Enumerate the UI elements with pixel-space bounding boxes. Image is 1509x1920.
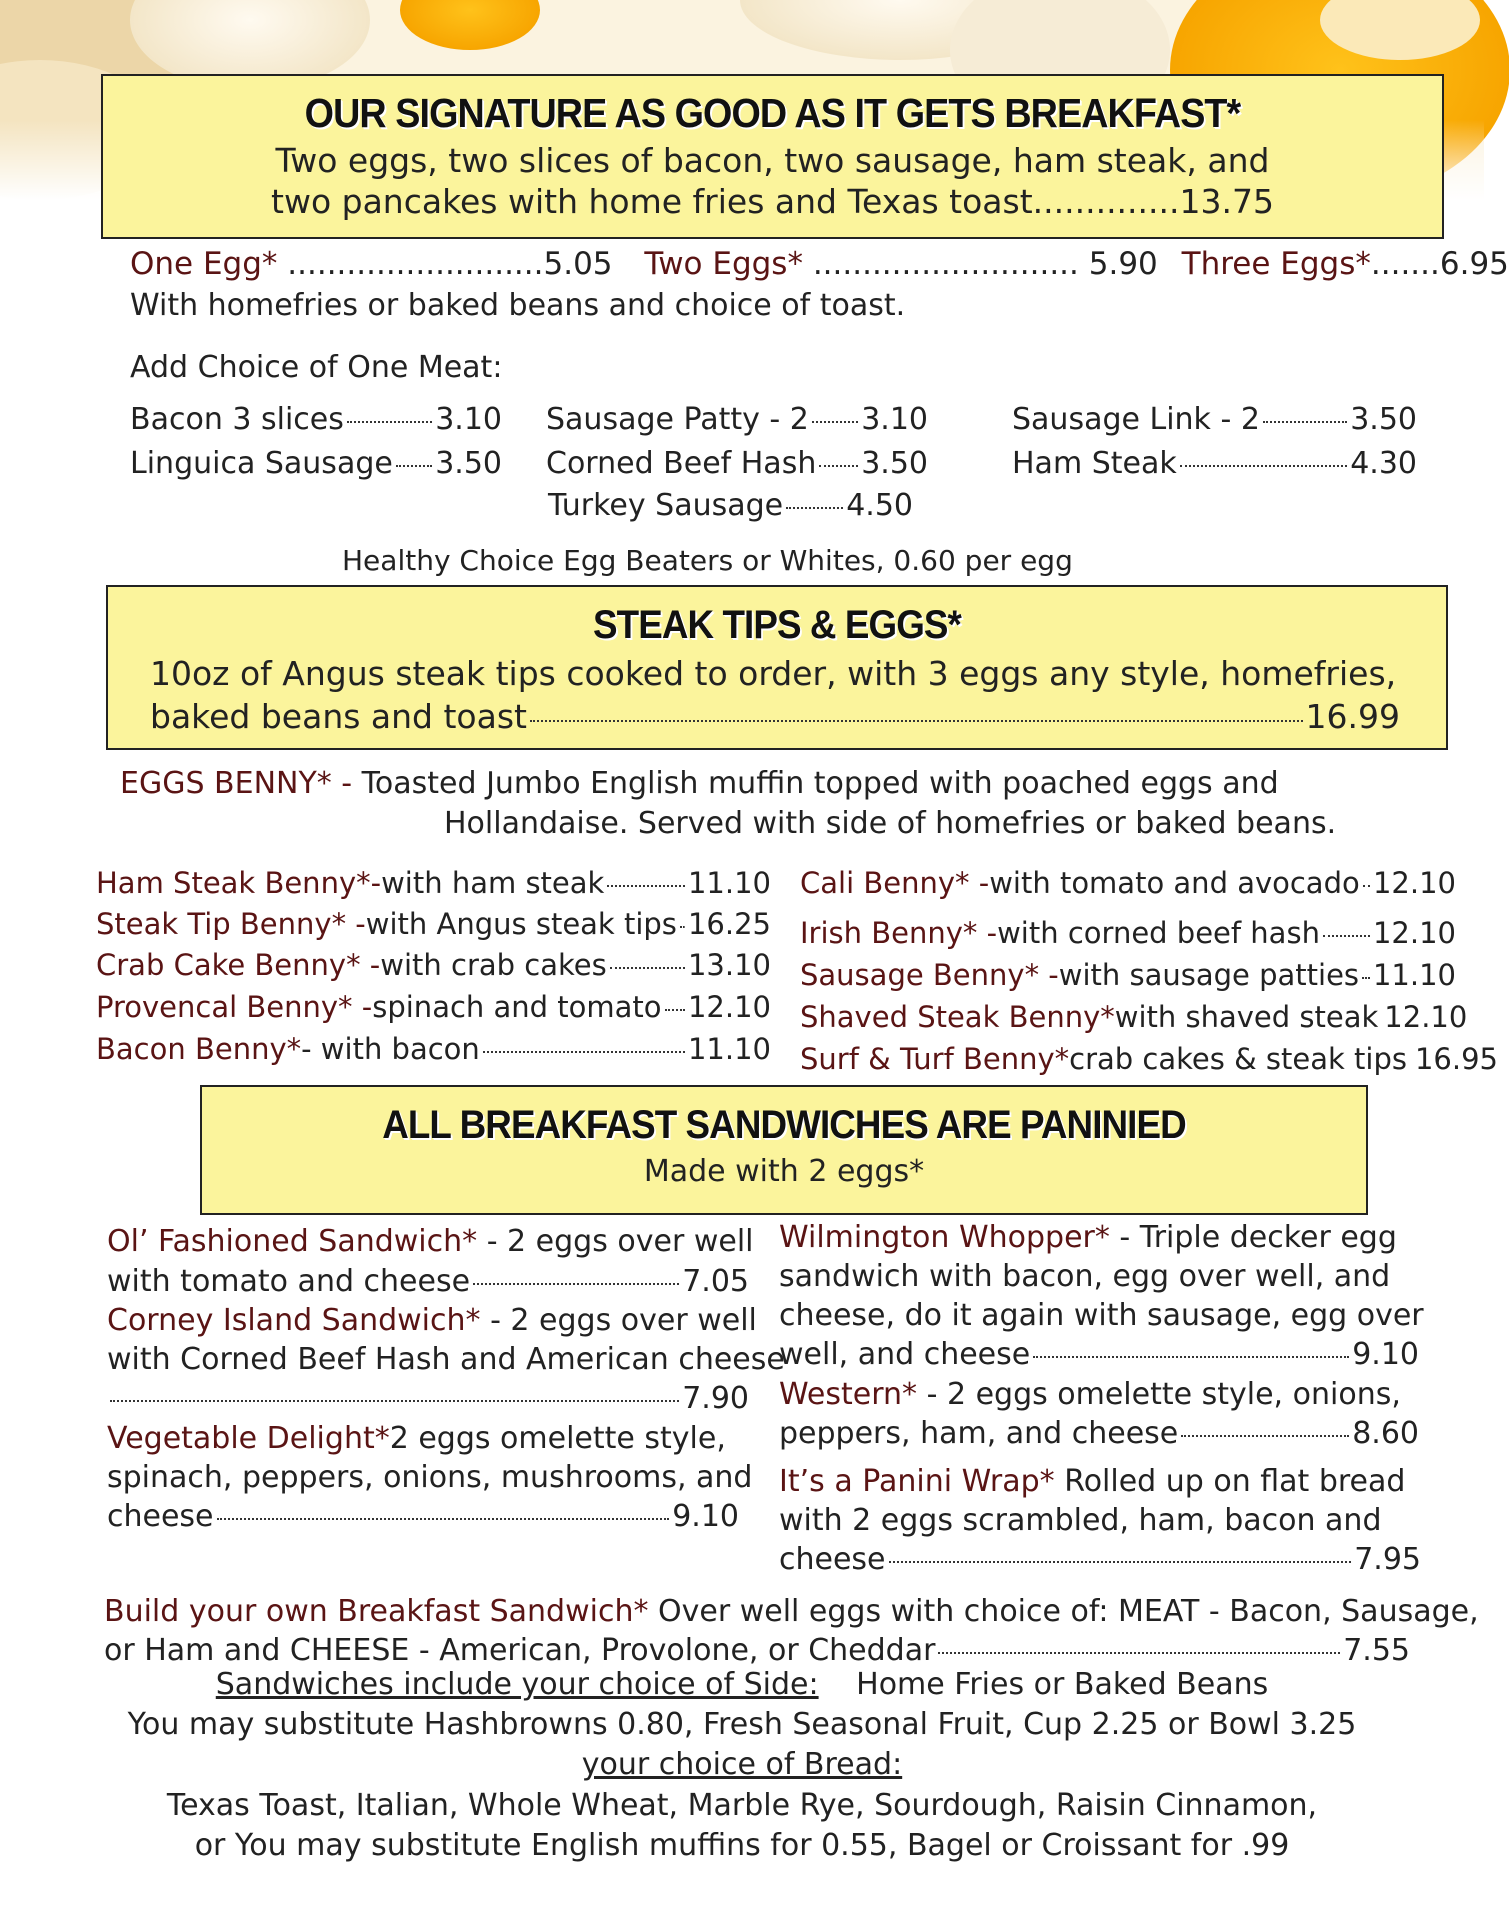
vegetable-delight-line3: cheese 9.10 — [107, 1499, 739, 1534]
eggs-benny-intro-line2: Hollandaise. Served with side of homefries or baked beans. — [444, 806, 1337, 841]
benny-item: Surf & Turf Benny* crab cakes & steak tips 16.95 — [800, 1042, 1498, 1076]
sandwiches-subtitle: Made with 2 eggs* — [643, 1154, 925, 1189]
corney-island-price-line: 7.90 — [107, 1381, 749, 1416]
benny-item: Steak Tip Benny* - with Angus steak tips 16.25 — [96, 907, 771, 941]
corney-island-line2: with Corned Beef Hash and American cheese — [107, 1342, 785, 1377]
sides-options: Home Fries or Baked Beans — [856, 1667, 1269, 1702]
signature-description-line1: Two eggs, two slices of bacon, two sausage, ham steak, and — [275, 141, 1270, 180]
eggs-note: With homefries or baked beans and choice of toast. — [130, 288, 906, 323]
meat-item: Linguica Sausage 3.50 — [130, 446, 502, 481]
benny-item: Sausage Benny* - with sausage patties 11.10 — [800, 958, 1456, 992]
wilmington-whopper-line4: well, and cheese 9.10 — [779, 1337, 1419, 1372]
meat-item: Bacon 3 slices 3.10 — [130, 402, 502, 437]
meat-item: Ham Steak 4.30 — [1012, 446, 1417, 481]
eggs-benny-label: EGGS BENNY* - — [120, 766, 353, 801]
steak-tips-price: 16.99 — [1305, 697, 1400, 736]
three-eggs-name: Three Eggs* — [1181, 246, 1371, 282]
meat-heading: Add Choice of One Meat: — [130, 350, 503, 385]
steak-tips-box — [106, 585, 1448, 750]
panini-wrap-line3: cheese 7.95 — [779, 1542, 1421, 1577]
panini-wrap-sandwich: It’s a Panini Wrap* Rolled up on flat bread — [779, 1464, 1406, 1499]
build-your-own-line2: or Ham and CHEESE - American, Provolone, or Cheddar 7.55 — [104, 1633, 1410, 1668]
western-sandwich: Western* - 2 eggs omelette style, onions, — [779, 1377, 1401, 1412]
ol-fashioned-sandwich: Ol’ Fashioned Sandwich* - 2 eggs over well — [107, 1224, 754, 1259]
benny-item: Irish Benny* - with corned beef hash 12.10 — [800, 916, 1456, 950]
ol-fashioned-line2: with tomato and cheese 7.05 — [107, 1264, 749, 1299]
sandwiches-box — [200, 1085, 1368, 1215]
corney-island-sandwich: Corney Island Sandwich* - 2 eggs over well — [107, 1303, 757, 1338]
signature-title: OUR SIGNATURE AS GOOD AS IT GETS BREAKFAST* — [304, 90, 1241, 136]
wilmington-whopper-sandwich: Wilmington Whopper* - Triple decker egg — [779, 1220, 1397, 1255]
sides-line — [0, 1667, 1484, 1702]
sandwiches-title: ALL BREAKFAST SANDWICHES ARE PANINIED — [382, 1103, 1186, 1147]
benny-item: Cali Benny* - with tomato and avocado 12.10 — [800, 866, 1456, 900]
one-egg-name: One Egg* — [130, 246, 278, 282]
sides-label: Sandwiches include your choice of Side: — [215, 1667, 819, 1702]
eggs-price-line: One Egg* ..........................5.05 Two Eggs* ........................... 5.90 Three Eggs*.......6.95 — [130, 246, 1509, 282]
benny-item: Bacon Benny* - with bacon 11.10 — [96, 1032, 771, 1066]
wilmington-whopper-line2: sandwich with bacon, egg over well, and — [779, 1259, 1391, 1294]
build-your-own-sandwich: Build your own Breakfast Sandwich* Over well eggs with choice of: MEAT - Bacon, Sausage, — [104, 1594, 1479, 1629]
benny-item: Ham Steak Benny*- with ham steak 11.10 — [96, 866, 771, 900]
bread-label: your choice of Bread: — [581, 1747, 903, 1782]
healthy-choice-note: Healthy Choice Egg Beaters or Whites, 0.60 per egg — [342, 544, 1073, 577]
steak-tips-line1: 10oz of Angus steak tips cooked to order, with 3 eggs any style, homefries, — [150, 654, 1397, 693]
vegetable-delight-sandwich: Vegetable Delight*2 eggs omelette style, — [107, 1421, 726, 1456]
two-eggs-name: Two Eggs* — [644, 246, 803, 282]
sides-substitute: You may substitute Hashbrowns 0.80, Fresh Seasonal Fruit, Cup 2.25 or Bowl 3.25 — [127, 1707, 1357, 1742]
one-egg-price: 5.05 — [543, 246, 613, 282]
meat-item: Sausage Link - 2 3.50 — [1012, 402, 1417, 437]
western-line2: peppers, ham, and cheese 8.60 — [779, 1416, 1419, 1451]
bread-substitute: or You may substitute English muffins for 0.55, Bagel or Croissant for .99 — [194, 1828, 1290, 1863]
eggs-benny-intro: EGGS BENNY* - Toasted Jumbo English muffin topped with poached eggs and — [120, 766, 1279, 801]
three-eggs-price: 6.95 — [1439, 246, 1509, 282]
benny-item: Crab Cake Benny* - with crab cakes 13.10 — [96, 948, 771, 982]
signature-breakfast-box — [101, 74, 1444, 239]
benny-item: Provencal Benny* - spinach and tomato 12.10 — [96, 990, 771, 1024]
meat-item: Turkey Sausage 4.50 — [548, 488, 913, 523]
steak-tips-line2: baked beans and toast 16.99 — [150, 697, 1400, 736]
meat-item: Corned Beef Hash 3.50 — [546, 446, 928, 481]
vegetable-delight-line2: spinach, peppers, onions, mushrooms, and — [107, 1460, 753, 1495]
steak-tips-title: STEAK TIPS & EGGS* — [593, 603, 961, 647]
two-eggs-price: 5.90 — [1088, 246, 1158, 282]
bread-list: Texas Toast, Italian, Whole Wheat, Marble Rye, Sourdough, Raisin Cinnamon, — [166, 1788, 1318, 1823]
panini-wrap-line2: with 2 eggs scrambled, ham, bacon and — [779, 1503, 1382, 1538]
benny-item: Shaved Steak Benny* with shaved steak 12.10 — [800, 1000, 1468, 1034]
wilmington-whopper-line3: cheese, do it again with sausage, egg over — [779, 1298, 1424, 1333]
meat-item: Sausage Patty - 2 3.10 — [546, 402, 928, 437]
signature-description-line2: two pancakes with home fries and Texas toast..............13.75 — [271, 182, 1274, 221]
